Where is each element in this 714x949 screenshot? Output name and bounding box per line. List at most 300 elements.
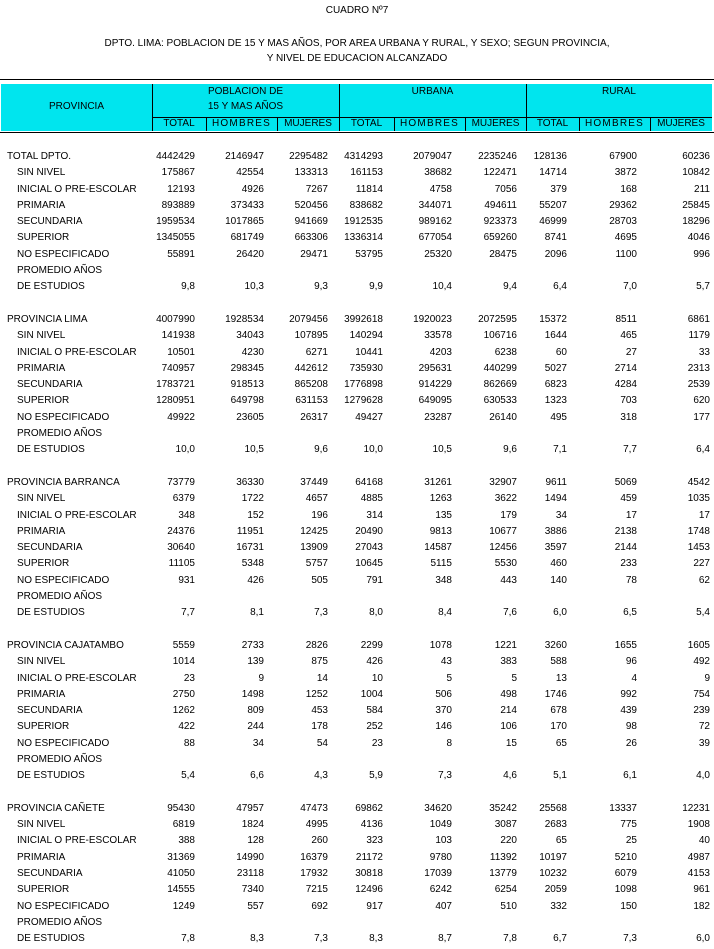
cell-value: 344071 (418, 199, 452, 211)
table-row (0, 720, 714, 736)
cell-value: 1746 (544, 688, 567, 700)
cell-value: 9,6 (314, 444, 328, 456)
header-mujeres: MUJERES (471, 118, 520, 129)
cell-value: 5210 (614, 851, 637, 863)
cell-value: 106 (500, 721, 517, 733)
cell-value: 10,0 (175, 444, 195, 456)
cell-value: 439 (620, 705, 637, 717)
cell-value: 677054 (418, 232, 452, 244)
cell-value: 11105 (168, 558, 195, 570)
cell-value: 348 (435, 574, 452, 586)
cell-value: 34 (252, 737, 264, 749)
cell-value: 10197 (539, 851, 567, 863)
cell-value: 32907 (489, 476, 517, 488)
row-label: PRIMARIA (17, 362, 66, 374)
cell-value: 1179 (688, 330, 710, 342)
table-row (0, 166, 714, 182)
cell-value: 7,3 (623, 933, 637, 945)
cell-value: 4 (631, 672, 637, 684)
cell-value: 30640 (167, 542, 195, 554)
cell-value: 407 (435, 900, 452, 912)
cell-value: 23 (371, 737, 383, 749)
row-label: PROVINCIA CAJATAMBO (7, 639, 124, 651)
cell-value: 5069 (614, 476, 637, 488)
cell-value: 1035 (687, 493, 710, 505)
cell-value: 7340 (241, 884, 264, 896)
cell-value: 9,3 (314, 281, 328, 293)
cell-value: 5 (446, 672, 452, 684)
cell-value: 211 (694, 183, 710, 195)
cell-value: 25568 (539, 802, 567, 814)
section-gap (0, 460, 714, 476)
cell-value: 1908 (687, 819, 710, 831)
table-row (0, 574, 714, 590)
cell-value: 14587 (424, 542, 452, 554)
row-label: SECUNDARIA (17, 216, 83, 228)
cell-value: 13909 (300, 542, 328, 554)
cell-value: 15372 (539, 313, 567, 325)
section-gap (0, 623, 714, 639)
cell-value: 43 (440, 656, 452, 668)
cell-value: 459 (620, 493, 637, 505)
table-row (0, 525, 714, 541)
cell-value: 27 (625, 346, 637, 358)
cell-value: 35242 (489, 802, 517, 814)
cell-value: 11814 (355, 183, 383, 195)
cell-value: 139 (247, 656, 264, 668)
cell-value: 2144 (614, 542, 637, 554)
cell-value: 252 (366, 721, 383, 733)
cell-value: 12231 (682, 802, 710, 814)
header-hombres: HOMBRES (212, 118, 271, 129)
table-row (0, 411, 714, 427)
top-rule (0, 79, 714, 80)
cell-value: 295631 (418, 362, 452, 374)
average-row (0, 769, 714, 785)
promedio-row (0, 590, 714, 606)
header-hombres: HOMBRES (585, 118, 644, 129)
cell-value: 4,0 (696, 770, 710, 782)
cell-value: 170 (550, 721, 567, 733)
cell-value: 18296 (682, 216, 710, 228)
cell-value: 7,7 (623, 444, 637, 456)
cell-value: 49922 (167, 411, 195, 423)
cell-value: 6,7 (553, 933, 567, 945)
cell-value: 1100 (615, 248, 637, 260)
row-label: NO ESPECIFICADO (17, 411, 110, 423)
cell-value: 498 (500, 688, 517, 700)
cell-value: 373433 (230, 199, 264, 211)
cell-value: 9,8 (181, 281, 195, 293)
cell-value: 13779 (489, 868, 517, 880)
cell-value: 4758 (429, 183, 452, 195)
cell-value: 122471 (483, 167, 517, 179)
cell-value: 177 (693, 411, 710, 423)
cell-value: 2714 (614, 362, 637, 374)
cell-value: 3087 (494, 819, 517, 831)
table-row (0, 883, 714, 899)
cell-value: 678 (550, 705, 567, 717)
row-label: SUPERIOR (17, 395, 70, 407)
cell-value: 146 (435, 721, 452, 733)
table-row (0, 900, 714, 916)
cell-value: 1959534 (156, 216, 195, 228)
cell-value: 6,5 (623, 607, 637, 619)
cell-value: 588 (550, 656, 567, 668)
cell-value: 12193 (167, 183, 195, 195)
cell-value: 7056 (494, 183, 517, 195)
cell-value: 5,1 (553, 770, 567, 782)
cell-value: 659260 (483, 232, 517, 244)
cell-value: 23605 (236, 411, 264, 423)
cell-value: 10,4 (432, 281, 452, 293)
cell-value: 62 (698, 574, 710, 586)
cell-value: 4926 (241, 183, 264, 195)
cell-value: 214 (500, 705, 517, 717)
cell-value: 2146947 (225, 151, 264, 162)
cell-value: 30818 (355, 868, 383, 880)
cell-value: 7,8 (503, 933, 517, 945)
cell-value: 1605 (687, 639, 710, 651)
cell-value: 260 (311, 835, 328, 847)
row-label: PRIMARIA (17, 525, 66, 537)
header-poblacion-line-1: POBLACION DE (207, 86, 284, 97)
average-row (0, 280, 714, 296)
average-row (0, 932, 714, 948)
table-row (0, 818, 714, 834)
table-row (0, 199, 714, 215)
cell-value: 440299 (483, 362, 517, 374)
table-row (0, 378, 714, 394)
cell-value: 3872 (614, 167, 637, 179)
table-row (0, 704, 714, 720)
cell-value: 1453 (687, 542, 710, 554)
cell-value: 220 (500, 835, 517, 847)
cell-value: 12425 (300, 525, 328, 537)
table-row (0, 346, 714, 362)
row-label: TOTAL DPTO. (7, 151, 72, 162)
cell-value: 23 (183, 672, 195, 684)
cell-value: 620 (693, 395, 710, 407)
cell-value: 26140 (489, 411, 517, 423)
row-label: PRIMARIA (17, 199, 66, 211)
row-label: SECUNDARIA (17, 542, 83, 554)
cell-value: 103 (435, 835, 452, 847)
cell-value: 10677 (489, 525, 517, 537)
cell-value: 9,9 (369, 281, 383, 293)
cell-value: 5,9 (369, 770, 383, 782)
cell-value: 5,7 (696, 281, 710, 293)
cell-value: 106716 (483, 330, 517, 342)
cell-value: 133313 (294, 167, 328, 179)
cell-value: 150 (620, 900, 637, 912)
cell-value: 1748 (687, 525, 710, 537)
cell-value: 5348 (241, 558, 264, 570)
row-label: PROMEDIO AÑOS (17, 753, 103, 765)
cell-value: 383 (500, 656, 517, 668)
cell-value: 2683 (544, 819, 567, 831)
cell-value: 838682 (349, 199, 383, 211)
cell-value: 3992618 (344, 313, 383, 325)
cell-value: 10,3 (244, 281, 264, 293)
cell-value: 227 (693, 558, 710, 570)
cell-value: 34043 (236, 330, 264, 342)
cell-value: 128 (247, 835, 264, 847)
cell-value: 55891 (167, 248, 195, 260)
table-row (0, 834, 714, 850)
header-total: TOTAL (163, 118, 195, 129)
row-label: SIN NIVEL (17, 656, 66, 668)
cell-value: 862669 (483, 379, 517, 391)
row-label: PRIMARIA (17, 851, 66, 863)
table-row (0, 215, 714, 231)
cell-value: 584 (366, 705, 383, 717)
cell-value: 2072595 (478, 313, 517, 325)
row-label: DE ESTUDIOS (17, 444, 85, 456)
row-label: SIN NIVEL (17, 167, 66, 179)
section-total-row (0, 313, 714, 329)
table-number: CUADRO Nº7 (325, 5, 389, 16)
cell-value: 17039 (424, 868, 452, 880)
cell-value: 31369 (167, 851, 195, 863)
header-provincia: PROVINCIA (48, 101, 104, 112)
cell-value: 422 (178, 721, 195, 733)
cell-value: 332 (550, 900, 567, 912)
cell-value: 7215 (305, 884, 328, 896)
cell-value: 9813 (429, 525, 452, 537)
row-label: INICIAL O PRE-ESCOLAR (17, 183, 137, 195)
cell-value: 426 (366, 656, 383, 668)
cell-value: 13337 (609, 802, 637, 814)
cell-value: 33 (698, 346, 710, 358)
cell-value: 4442429 (156, 151, 195, 162)
table-row (0, 329, 714, 345)
cell-value: 11392 (489, 851, 517, 863)
cell-value: 323 (366, 835, 383, 847)
cell-value: 1655 (614, 639, 637, 651)
table-body (0, 150, 714, 949)
cell-value: 649798 (230, 395, 264, 407)
cell-value: 510 (500, 900, 517, 912)
cell-value: 26420 (236, 248, 264, 260)
cell-value: 2313 (687, 362, 710, 374)
cell-value: 1279628 (344, 395, 383, 407)
cell-value: 663306 (294, 232, 328, 244)
cell-value: 2299 (360, 639, 383, 651)
cell-value: 16731 (236, 542, 264, 554)
cell-value: 735930 (349, 362, 383, 374)
cell-value: 4153 (687, 868, 710, 880)
cell-value: 7,3 (314, 607, 328, 619)
cell-value: 1912535 (344, 216, 383, 228)
cell-value: 2079456 (289, 313, 328, 325)
table-title-line-2: Y NIVEL DE EDUCACION ALCANZADO (266, 53, 448, 64)
row-label: DE ESTUDIOS (17, 933, 85, 945)
cell-value: 4987 (687, 851, 710, 863)
row-label: SECUNDARIA (17, 868, 83, 880)
table-header (1, 84, 712, 131)
cell-value: 33578 (424, 330, 452, 342)
cell-value: 24376 (167, 525, 195, 537)
cell-value: 37449 (300, 476, 328, 488)
row-label: PROMEDIO AÑOS (17, 428, 103, 440)
cell-value: 1262 (172, 705, 195, 717)
cell-value: 4695 (614, 232, 637, 244)
table-row (0, 362, 714, 378)
cell-value: 244 (247, 721, 264, 733)
table-row (0, 557, 714, 573)
cell-value: 5530 (494, 558, 517, 570)
cell-value: 318 (620, 411, 637, 423)
cell-value: 140294 (349, 330, 383, 342)
cell-value: 4007990 (156, 313, 195, 325)
cell-value: 2096 (544, 248, 567, 260)
row-label: NO ESPECIFICADO (17, 900, 110, 912)
section-total-row (0, 639, 714, 655)
cell-value: 196 (311, 509, 328, 521)
cell-value: 10232 (539, 868, 567, 880)
cell-value: 4542 (687, 476, 710, 488)
cell-value: 6819 (172, 819, 195, 831)
cell-value: 443 (500, 574, 517, 586)
table-row (0, 231, 714, 247)
row-label: INICIAL O PRE-ESCOLAR (17, 346, 137, 358)
cell-value: 9611 (545, 476, 567, 488)
cell-value: 17932 (300, 868, 328, 880)
cell-value: 39 (698, 737, 710, 749)
cell-value: 1345055 (156, 232, 195, 244)
cell-value: 2539 (687, 379, 710, 391)
cell-value: 175867 (161, 167, 195, 179)
promedio-row (0, 427, 714, 443)
cell-value: 1494 (544, 493, 567, 505)
cell-value: 178 (311, 721, 328, 733)
promedio-row (0, 753, 714, 769)
row-label: PRIMARIA (17, 688, 66, 700)
header-total: TOTAL (350, 118, 383, 129)
table-row (0, 737, 714, 753)
row-label: DE ESTUDIOS (17, 607, 85, 619)
cell-value: 6242 (429, 884, 452, 896)
cell-value: 379 (550, 183, 567, 195)
cell-value: 442612 (294, 362, 328, 374)
cell-value: 1017865 (225, 216, 264, 228)
cell-value: 7267 (305, 183, 328, 195)
cell-value: 10,5 (244, 444, 264, 456)
cell-value: 692 (311, 900, 328, 912)
promedio-row (0, 916, 714, 932)
cell-value: 5,4 (181, 770, 195, 782)
cell-value: 239 (693, 705, 710, 717)
row-label: SECUNDARIA (17, 705, 83, 717)
cell-value: 21172 (355, 851, 383, 863)
section-gap (0, 786, 714, 802)
cell-value: 6238 (494, 346, 517, 358)
cell-value: 49427 (355, 411, 383, 423)
cell-value: 5,4 (696, 607, 710, 619)
row-label: SIN NIVEL (17, 330, 66, 342)
cell-value: 388 (178, 835, 195, 847)
section-total-row (0, 476, 714, 492)
row-label: PROVINCIA BARRANCA (7, 476, 120, 488)
cell-value: 67900 (609, 151, 637, 162)
cell-value: 28703 (609, 216, 637, 228)
header-hombres: HOMBRES (400, 118, 459, 129)
cell-value: 29471 (300, 248, 328, 260)
header-rural: RURAL (602, 86, 636, 97)
row-label: SIN NIVEL (17, 819, 66, 831)
cell-value: 233 (620, 558, 637, 570)
cell-value: 27043 (355, 542, 383, 554)
cell-value: 992 (620, 688, 637, 700)
average-row (0, 606, 714, 622)
cell-value: 13 (555, 672, 567, 684)
row-label: NO ESPECIFICADO (17, 248, 110, 260)
cell-value: 1014 (172, 656, 195, 668)
cell-value: 314 (366, 509, 383, 521)
cell-value: 7,0 (623, 281, 637, 293)
table-row (0, 672, 714, 688)
cell-value: 29362 (609, 199, 637, 211)
cell-value: 791 (366, 574, 383, 586)
cell-value: 1920023 (413, 313, 452, 325)
cell-value: 3622 (494, 493, 517, 505)
cell-value: 34620 (424, 802, 452, 814)
cell-value: 4136 (360, 819, 383, 831)
cell-value: 1252 (305, 688, 328, 700)
cell-value: 4046 (687, 232, 710, 244)
cell-value: 6,4 (696, 444, 710, 456)
cell-value: 38682 (424, 167, 452, 179)
cell-value: 2079047 (413, 151, 452, 162)
cell-value: 9,4 (503, 281, 517, 293)
cell-value: 1644 (544, 330, 567, 342)
cell-value: 8741 (544, 232, 567, 244)
row-label: INICIAL O PRE-ESCOLAR (17, 835, 137, 847)
cell-value: 3597 (544, 542, 567, 554)
cell-value: 11951 (236, 525, 264, 537)
cell-value: 8,7 (438, 933, 452, 945)
cell-value: 931 (178, 574, 195, 586)
cell-value: 15 (505, 737, 517, 749)
cell-value: 60236 (682, 151, 710, 162)
cell-value: 4,3 (314, 770, 328, 782)
cell-value: 10,0 (363, 444, 383, 456)
cell-value: 26317 (300, 411, 328, 423)
cell-value: 12456 (489, 542, 517, 554)
cell-value: 918513 (230, 379, 264, 391)
cell-value: 495 (550, 411, 567, 423)
cell-value: 8511 (615, 313, 637, 325)
cell-value: 152 (247, 509, 264, 521)
cell-value: 10501 (167, 346, 195, 358)
cell-value: 47473 (300, 802, 328, 814)
cell-value: 1776898 (344, 379, 383, 391)
average-row (0, 443, 714, 459)
cell-value: 6379 (172, 493, 195, 505)
cell-value: 6861 (687, 313, 710, 325)
cell-value: 865208 (294, 379, 328, 391)
cell-value: 40 (698, 835, 710, 847)
cell-value: 10,5 (432, 444, 452, 456)
cell-value: 4284 (614, 379, 637, 391)
cell-value: 46999 (539, 216, 567, 228)
cell-value: 7,8 (181, 933, 195, 945)
cell-value: 3260 (544, 639, 567, 651)
cell-value: 98 (625, 721, 637, 733)
cell-value: 2059 (544, 884, 567, 896)
cell-value: 681749 (230, 232, 264, 244)
